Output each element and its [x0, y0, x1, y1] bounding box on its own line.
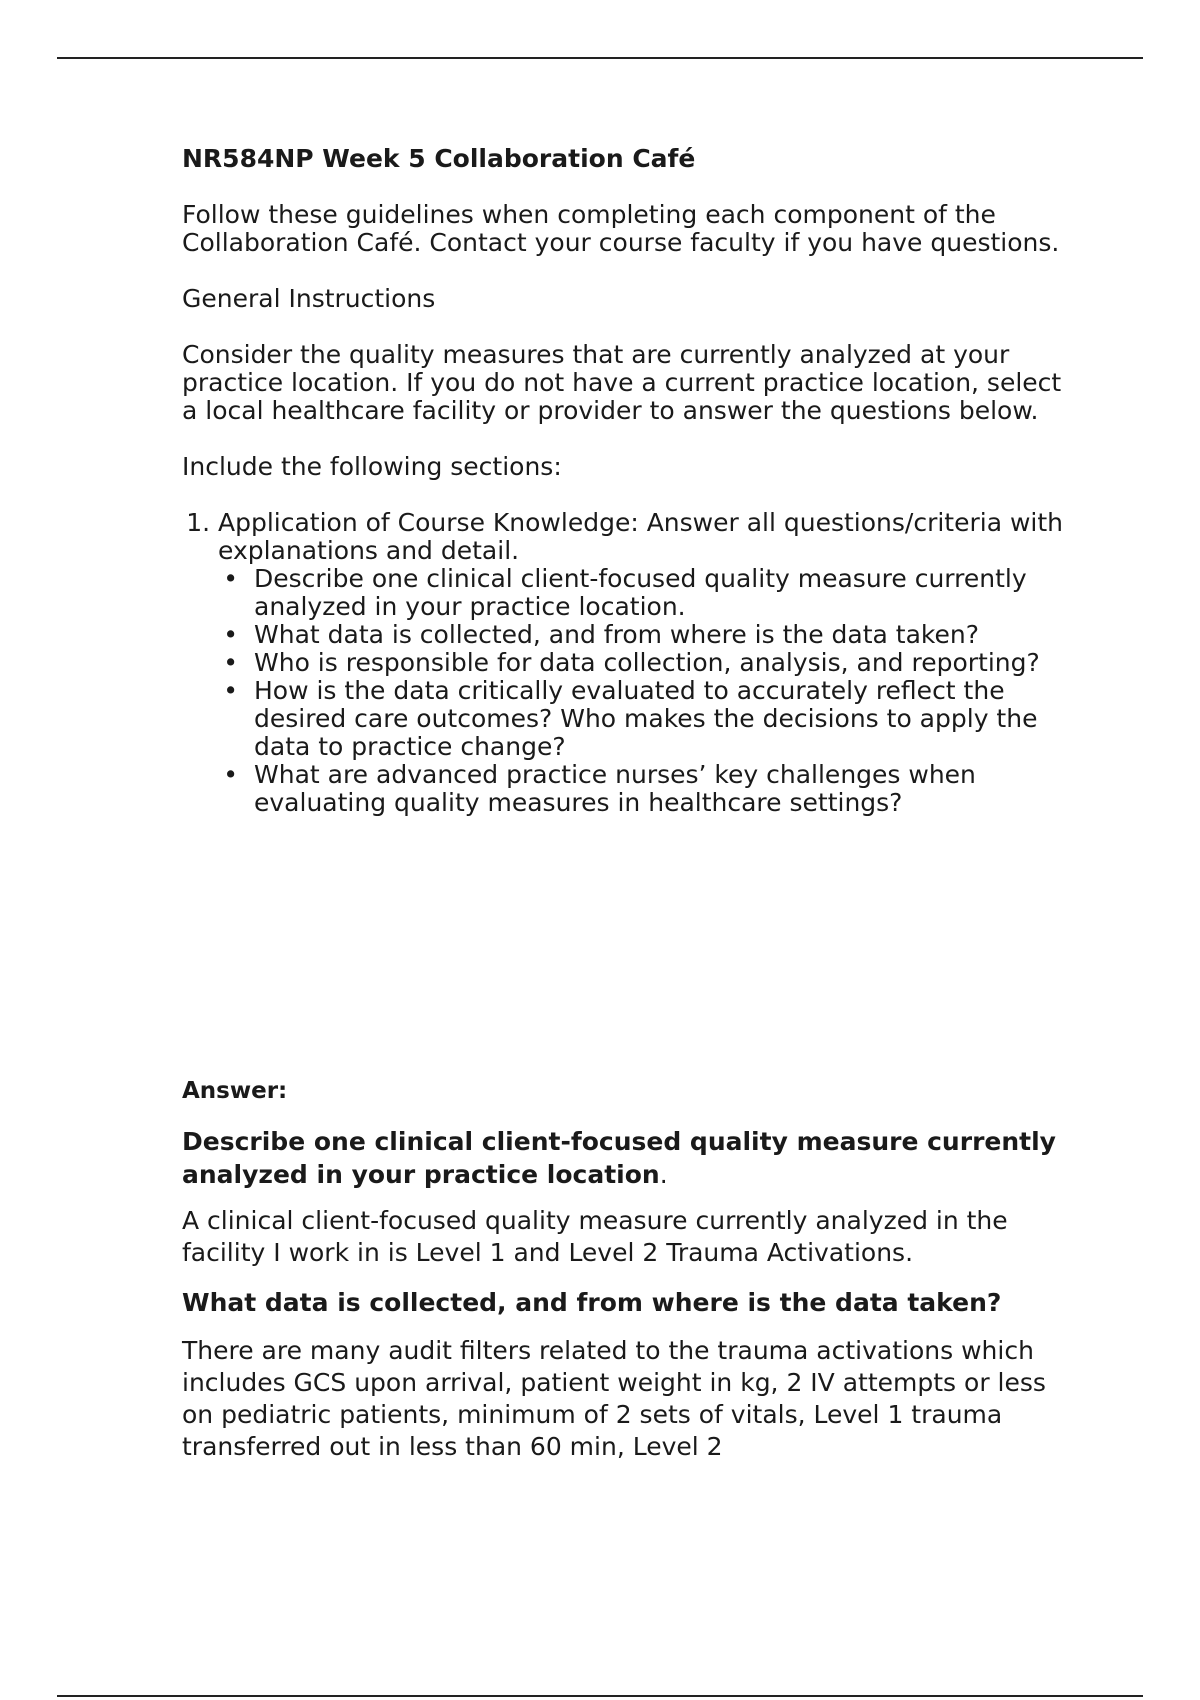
criteria-item: • Who is responsible for data collection, analysis, and reporting? — [254, 649, 1082, 677]
general-instructions-heading: General Instructions — [182, 284, 436, 313]
criteria-item: • How is the data critically evaluated to accurately reflect the desired care outcomes? Who makes the decisions to apply the data to practice change? — [254, 677, 1082, 761]
bottom-rule — [57, 1695, 1143, 1697]
question-text: Describe one clinical client-focused quality measure currently analyzed in your practice location — [182, 1127, 1056, 1189]
include-sections-text: Include the following sections: — [182, 452, 562, 481]
top-rule — [57, 57, 1143, 59]
answer-text: There are many audit filters related to the trauma activations which includes GCS upon arrival, patient weight in kg, 2 IV attempts or less on pediatric patients, minimum of 2 sets of vitals, Level 1 trauma transferred out in less than 60 min, Level 2 — [182, 1336, 1046, 1461]
answer-label: Answer: — [182, 1078, 288, 1104]
document-title: NR584NP Week 5 Collaboration Café — [182, 144, 696, 173]
answer-text: A clinical client-focused quality measure currently analyzed in the facility I work in is Level 1 and Level 2 Trauma Activations. — [182, 1206, 1008, 1267]
question-text: What data is collected, and from where is the data taken? — [182, 1288, 1002, 1317]
answer-question-heading — [182, 1289, 1082, 1317]
answer-block — [182, 1125, 1082, 1483]
section-label: Application of Course Knowledge: Answer all questions/criteria with explanations and detail. — [218, 508, 1064, 565]
section-item — [218, 509, 1082, 817]
criteria-item: • What are advanced practice nurses’ key challenges when evaluating quality measures in healthcare settings? — [254, 761, 1082, 817]
criteria-item: • What data is collected, and from where is the data taken? — [254, 621, 1082, 649]
criteria-item: • Describe one clinical client-focused quality measure currently analyzed in your practice location. — [254, 565, 1082, 621]
sections-list — [182, 509, 1082, 817]
intro-paragraph: Follow these guidelines when completing each component of the Collaboration Café. Contact your course faculty if you have questions. — [182, 200, 1060, 257]
answer-question-heading — [182, 1125, 1082, 1191]
question-suffix: . — [659, 1160, 668, 1189]
criteria-list — [218, 565, 1082, 817]
document-body — [182, 143, 1082, 817]
general-instructions-text: Consider the quality measures that are currently analyzed at your practice location. If you do not have a current practice location, select a local healthcare facility or provider to answer the questions below. — [182, 340, 1062, 425]
